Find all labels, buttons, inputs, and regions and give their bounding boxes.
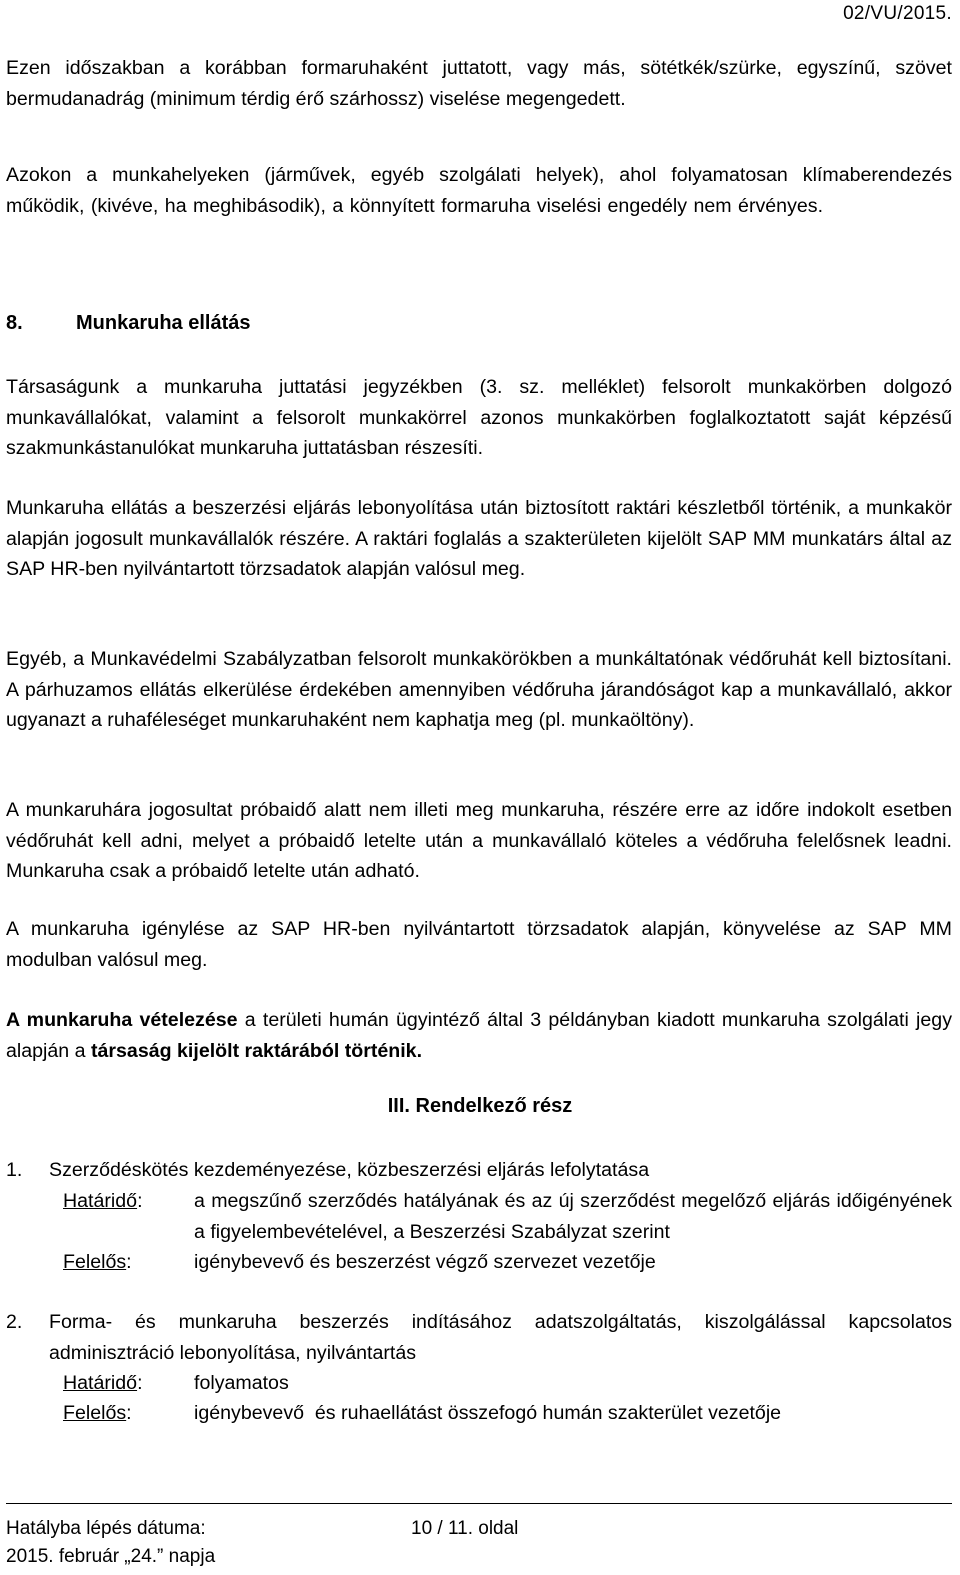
item-number: 1. bbox=[6, 1159, 23, 1181]
deadline-value: folyamatos bbox=[194, 1372, 289, 1394]
responsible-label: Felelős: bbox=[63, 1251, 132, 1273]
part-heading: III. Rendelkező rész bbox=[387, 1095, 573, 1117]
responsible-label: Felelős: bbox=[63, 1402, 132, 1424]
deadline-label: Határidő: bbox=[63, 1190, 143, 1212]
effective-date: 2015. február „24.” napja bbox=[6, 1546, 216, 1567]
effective-date-label: Hatályba lépés dátuma: bbox=[6, 1518, 206, 1539]
page-number: 10 / 11. oldal bbox=[411, 1518, 519, 1539]
item-text: Szerződéskötés kezdeményezése, közbeszerzési eljárás lefolytatása bbox=[49, 1159, 650, 1181]
section-heading bbox=[6, 312, 251, 335]
document-id: 02/VU/2015. bbox=[843, 3, 952, 24]
responsible-label-text: Felelős bbox=[63, 1402, 127, 1424]
item-number: 2. bbox=[6, 1311, 23, 1333]
paragraph-sap: A munkaruha igénylése az SAP HR-ben nyilvántartott törzsadatok alapján, könyvelése az SAP MM modulban valósul meg. bbox=[6, 918, 952, 971]
paragraph-probation: A munkaruhára jogosultat próbaidő alatt nem illeti meg munkaruha, részére erre az időre indokolt esetben védőruhát kell adni, melyet a próbaidő letelte után a munkavállaló köteles a védőruha felelősnek leadni. Munkaruha csak a próbaidő letelte után adható. bbox=[6, 799, 952, 882]
section-number: 8. bbox=[6, 312, 23, 334]
footer-divider bbox=[6, 1503, 952, 1504]
responsible-label-text: Felelős bbox=[63, 1251, 127, 1273]
deadline-label-text: Határidő bbox=[63, 1372, 138, 1394]
deadline-value: a megszűnő szerződés hatályának és az új szerződést megelőző eljárás időigényének a figyelembevételével, a Beszerzési Szabályzat szerint bbox=[194, 1190, 952, 1243]
collection-text: a területi humán ügyintéző által 3 példányban kiadott munkaruha szolgálati jegy alapján a bbox=[6, 1009, 952, 1062]
bold-warehouse-phrase: társaság kijelölt raktárából történik. bbox=[90, 1039, 423, 1062]
paragraph-entitlement: Társaságunk a munkaruha juttatási jegyzékben (3. sz. melléklet) felsorolt munkakörben dolgozó munkavállalókat, valamint a felsorolt munkakörrel azonos munkakörben foglalkoztatott saját képzésű szakmunkástanulókat munkaruha juttatásban részesíti. bbox=[6, 376, 952, 459]
bold-collection-phrase: A munkaruha vételezése bbox=[6, 1009, 238, 1031]
deadline-label: Határidő: bbox=[63, 1372, 143, 1394]
deadline-label-text: Határidő bbox=[63, 1190, 138, 1212]
item-text: Forma- és munkaruha beszerzés indításához adatszolgáltatás, kiszolgálással kapcsolatos adminisztráció lebonyolítása, nyilvántartás bbox=[49, 1311, 952, 1364]
responsible-value: igénybevevő és beszerzést végző szervezet vezetője bbox=[194, 1251, 656, 1273]
section-title: Munkaruha ellátás bbox=[76, 312, 251, 334]
paragraph-bermuda: Ezen időszakban a korábban formaruhaként juttatott, vagy más, sötétkék/szürke, egyszínű, szövet bermudanadrág (minimum térdig érő szárhossz) viselése megengedett. bbox=[6, 57, 952, 110]
paragraph-air-conditioning: Azokon a munkahelyeken (járművek, egyéb szolgálati helyek), ahol folyamatosan klímaberendezés működik, (kivéve, ha meghibásodik), a könnyített formaruha viselési engedély nem érvényes. bbox=[6, 164, 952, 217]
paragraph-protective-clothing: Egyéb, a Munkavédelmi Szabályzatban felsorolt munkakörökben a munkáltatónak védőruhát kell biztosítani. A párhuzamos ellátás elkerülése érdekében amennyiben védőruha járandóságot kap a munkavállaló, akkor ugyanazt a ruhaféleséget munkaruhaként nem kaphatja meg (pl. munkaöltöny). bbox=[6, 648, 952, 731]
paragraph-supply: Munkaruha ellátás a beszerzési eljárás lebonyolítása után biztosított raktári készletből történik, a munkakör alapján jogosult munkavállalók részére. A raktári foglalás a szakterületen kijelölt SAP MM munkatárs által az SAP HR-ben nyilvántartott törzsadatok alapján valósul meg. bbox=[6, 497, 952, 580]
responsible-value: igénybevevő és ruhaellátást összefogó humán szakterület vezetője bbox=[194, 1402, 782, 1424]
paragraph-collection bbox=[6, 1005, 952, 1066]
